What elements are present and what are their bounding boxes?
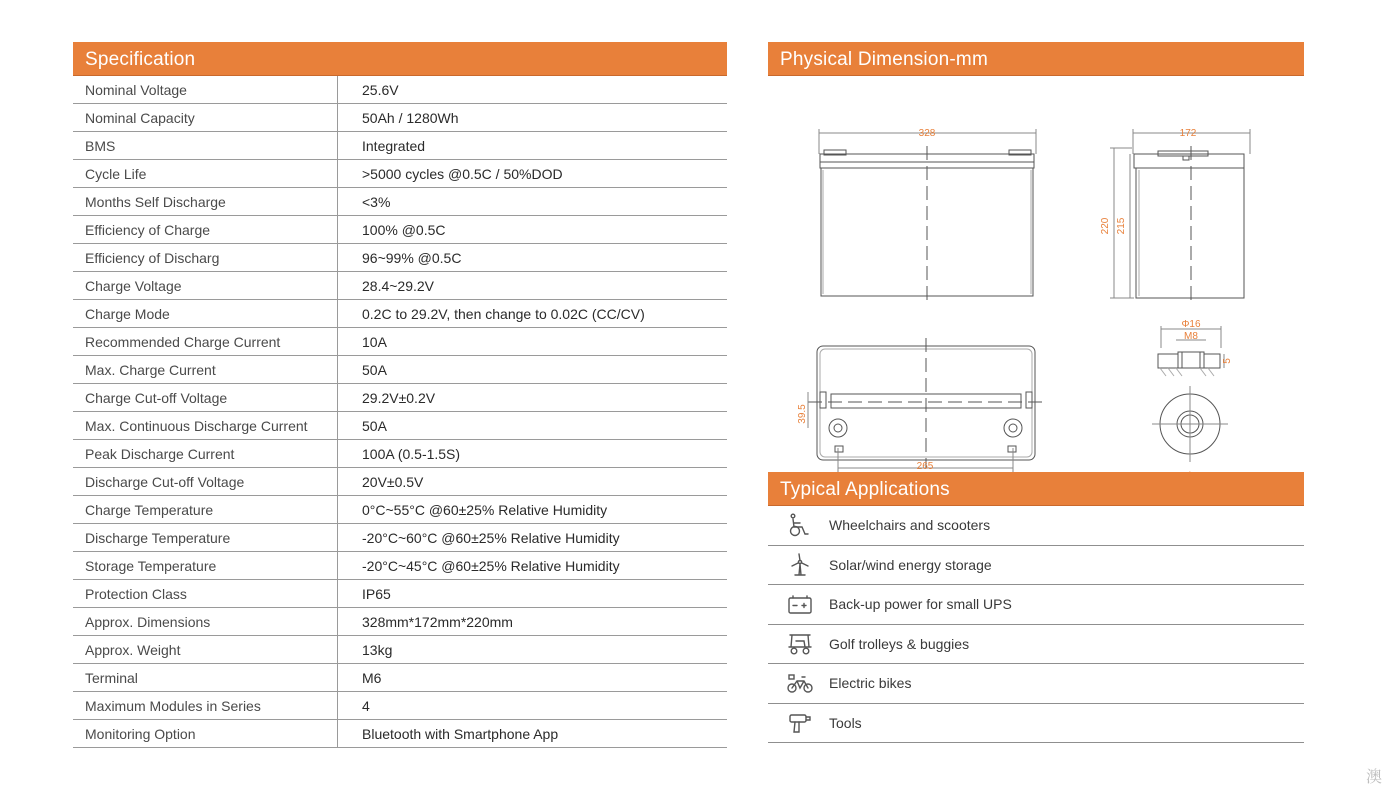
- spec-value: -20°C~45°C @60±25% Relative Humidity: [362, 557, 620, 574]
- spec-value: >5000 cycles @0.5C / 50%DOD: [362, 165, 563, 182]
- wheelchair-icon: [786, 513, 814, 537]
- spec-row: [73, 580, 727, 608]
- spec-row: [73, 132, 727, 160]
- spec-value: 50A: [362, 417, 387, 434]
- dimension-title: Physical Dimension-mm: [768, 42, 1304, 76]
- spec-row: [73, 356, 727, 384]
- spec-value: 328mm*172mm*220mm: [362, 613, 513, 630]
- spec-label: Maximum Modules in Series: [73, 692, 338, 719]
- height-total-label: 220: [1100, 217, 1111, 235]
- spec-label: Peak Discharge Current: [73, 440, 338, 467]
- spec-value: 4: [362, 697, 370, 714]
- spec-value: 29.2V±0.2V: [362, 389, 436, 406]
- spec-row: [73, 524, 727, 552]
- spec-row: [73, 552, 727, 580]
- spec-label: Recommended Charge Current: [73, 328, 338, 355]
- application-label: Tools: [829, 714, 862, 731]
- spec-value: 28.4~29.2V: [362, 277, 435, 294]
- spec-value: 10A: [362, 333, 387, 350]
- terminal-depth-label: 5: [1222, 358, 1233, 364]
- specification-rows: [73, 76, 727, 748]
- spec-row: [73, 216, 727, 244]
- spec-row: [73, 468, 727, 496]
- specification-title: Specification: [73, 42, 727, 76]
- spec-row: [73, 188, 727, 216]
- application-item: [768, 506, 1304, 546]
- spec-value: 25.6V: [362, 81, 399, 98]
- application-label: Back-up power for small UPS: [829, 596, 1012, 613]
- applications-list: [768, 506, 1304, 743]
- spec-label: Charge Temperature: [73, 496, 338, 523]
- spec-value: -20°C~60°C @60±25% Relative Humidity: [362, 529, 620, 546]
- wind-turbine-icon: [786, 553, 814, 577]
- spec-label: Approx. Dimensions: [73, 608, 338, 635]
- spec-label: Efficiency of Charge: [73, 216, 338, 243]
- application-label: Wheelchairs and scooters: [829, 517, 991, 534]
- spec-row: [73, 496, 727, 524]
- spec-row: [73, 328, 727, 356]
- spec-value: Bluetooth with Smartphone App: [362, 725, 559, 742]
- spec-label: Protection Class: [73, 580, 338, 607]
- spec-label: Approx. Weight: [73, 636, 338, 663]
- spec-value: 96~99% @0.5C: [362, 249, 462, 266]
- spec-label: Max. Continuous Discharge Current: [73, 412, 338, 439]
- spec-value: Integrated: [362, 137, 426, 154]
- spec-label: Monitoring Option: [73, 720, 338, 747]
- typical-applications-panel: [768, 472, 1304, 743]
- spec-row: [73, 664, 727, 692]
- spec-label: Efficiency of Discharg: [73, 244, 338, 271]
- terminal-spacing-label: 265: [916, 461, 934, 472]
- application-label: Electric bikes: [829, 675, 912, 692]
- spec-label: Charge Cut-off Voltage: [73, 384, 338, 411]
- spec-row: [73, 608, 727, 636]
- front-width-label: 328: [918, 128, 936, 139]
- spec-value: 100% @0.5C: [362, 221, 446, 238]
- spec-label: Storage Temperature: [73, 552, 338, 579]
- terminal-diameter-label: Φ16: [1181, 319, 1201, 330]
- spec-value: 0.2C to 29.2V, then change to 0.02C (CC/CV): [362, 305, 645, 322]
- spec-label: Charge Voltage: [73, 272, 338, 299]
- spec-value: M6: [362, 669, 382, 686]
- spec-value: 13kg: [362, 641, 393, 658]
- spec-row: [73, 76, 727, 104]
- application-label: Golf trolleys & buggies: [829, 635, 970, 652]
- dimension-drawing-svg: [768, 76, 1304, 486]
- specification-table: [73, 42, 727, 748]
- spec-label: Max. Charge Current: [73, 356, 338, 383]
- dimension-drawings: [768, 76, 1304, 486]
- spec-value: 50Ah / 1280Wh: [362, 109, 459, 126]
- front-view-drawing: [819, 129, 1036, 302]
- spec-label: Nominal Capacity: [73, 104, 338, 131]
- battery-icon: [786, 592, 814, 616]
- spec-row: [73, 300, 727, 328]
- side-view-drawing: [1110, 129, 1250, 304]
- spec-label: Nominal Voltage: [73, 76, 338, 103]
- spec-value: <3%: [362, 193, 391, 210]
- spec-row: [73, 244, 727, 272]
- spec-value: 50A: [362, 361, 387, 378]
- spec-label: Discharge Cut-off Voltage: [73, 468, 338, 495]
- application-item: [768, 664, 1304, 704]
- spec-value: IP65: [362, 585, 391, 602]
- spec-value: 20V±0.5V: [362, 473, 424, 490]
- top-offset-label: 39.5: [797, 404, 808, 424]
- spec-value: 100A (0.5-1.5S): [362, 445, 461, 462]
- terminal-thread-label: M8: [1184, 331, 1198, 342]
- spec-row: [73, 440, 727, 468]
- application-label: Solar/wind energy storage: [829, 556, 992, 573]
- watermark-text: 澳: [1366, 769, 1382, 786]
- physical-dimension-panel: [768, 42, 1304, 486]
- spec-row: [73, 272, 727, 300]
- application-item: [768, 546, 1304, 586]
- spec-label: Terminal: [73, 664, 338, 691]
- applications-title: Typical Applications: [768, 472, 1304, 506]
- spec-label: BMS: [73, 132, 338, 159]
- side-width-label: 172: [1179, 128, 1197, 139]
- spec-label: Discharge Temperature: [73, 524, 338, 551]
- application-item: [768, 704, 1304, 744]
- terminal-detail-drawing: [1152, 326, 1228, 462]
- spec-label: Charge Mode: [73, 300, 338, 327]
- spec-row: [73, 720, 727, 748]
- drill-icon: [786, 711, 814, 735]
- spec-label: Cycle Life: [73, 160, 338, 187]
- spec-value: 0°C~55°C @60±25% Relative Humidity: [362, 501, 608, 518]
- golf-cart-icon: [786, 632, 814, 656]
- spec-row: [73, 160, 727, 188]
- spec-row: [73, 384, 727, 412]
- application-item: [768, 585, 1304, 625]
- spec-row: [73, 412, 727, 440]
- spec-row: [73, 636, 727, 664]
- application-item: [768, 625, 1304, 665]
- electric-bike-icon: [786, 671, 814, 695]
- height-body-label: 215: [1116, 217, 1127, 235]
- spec-row: [73, 692, 727, 720]
- spec-row: [73, 104, 727, 132]
- top-view-drawing: [808, 338, 1044, 472]
- spec-label: Months Self Discharge: [73, 188, 338, 215]
